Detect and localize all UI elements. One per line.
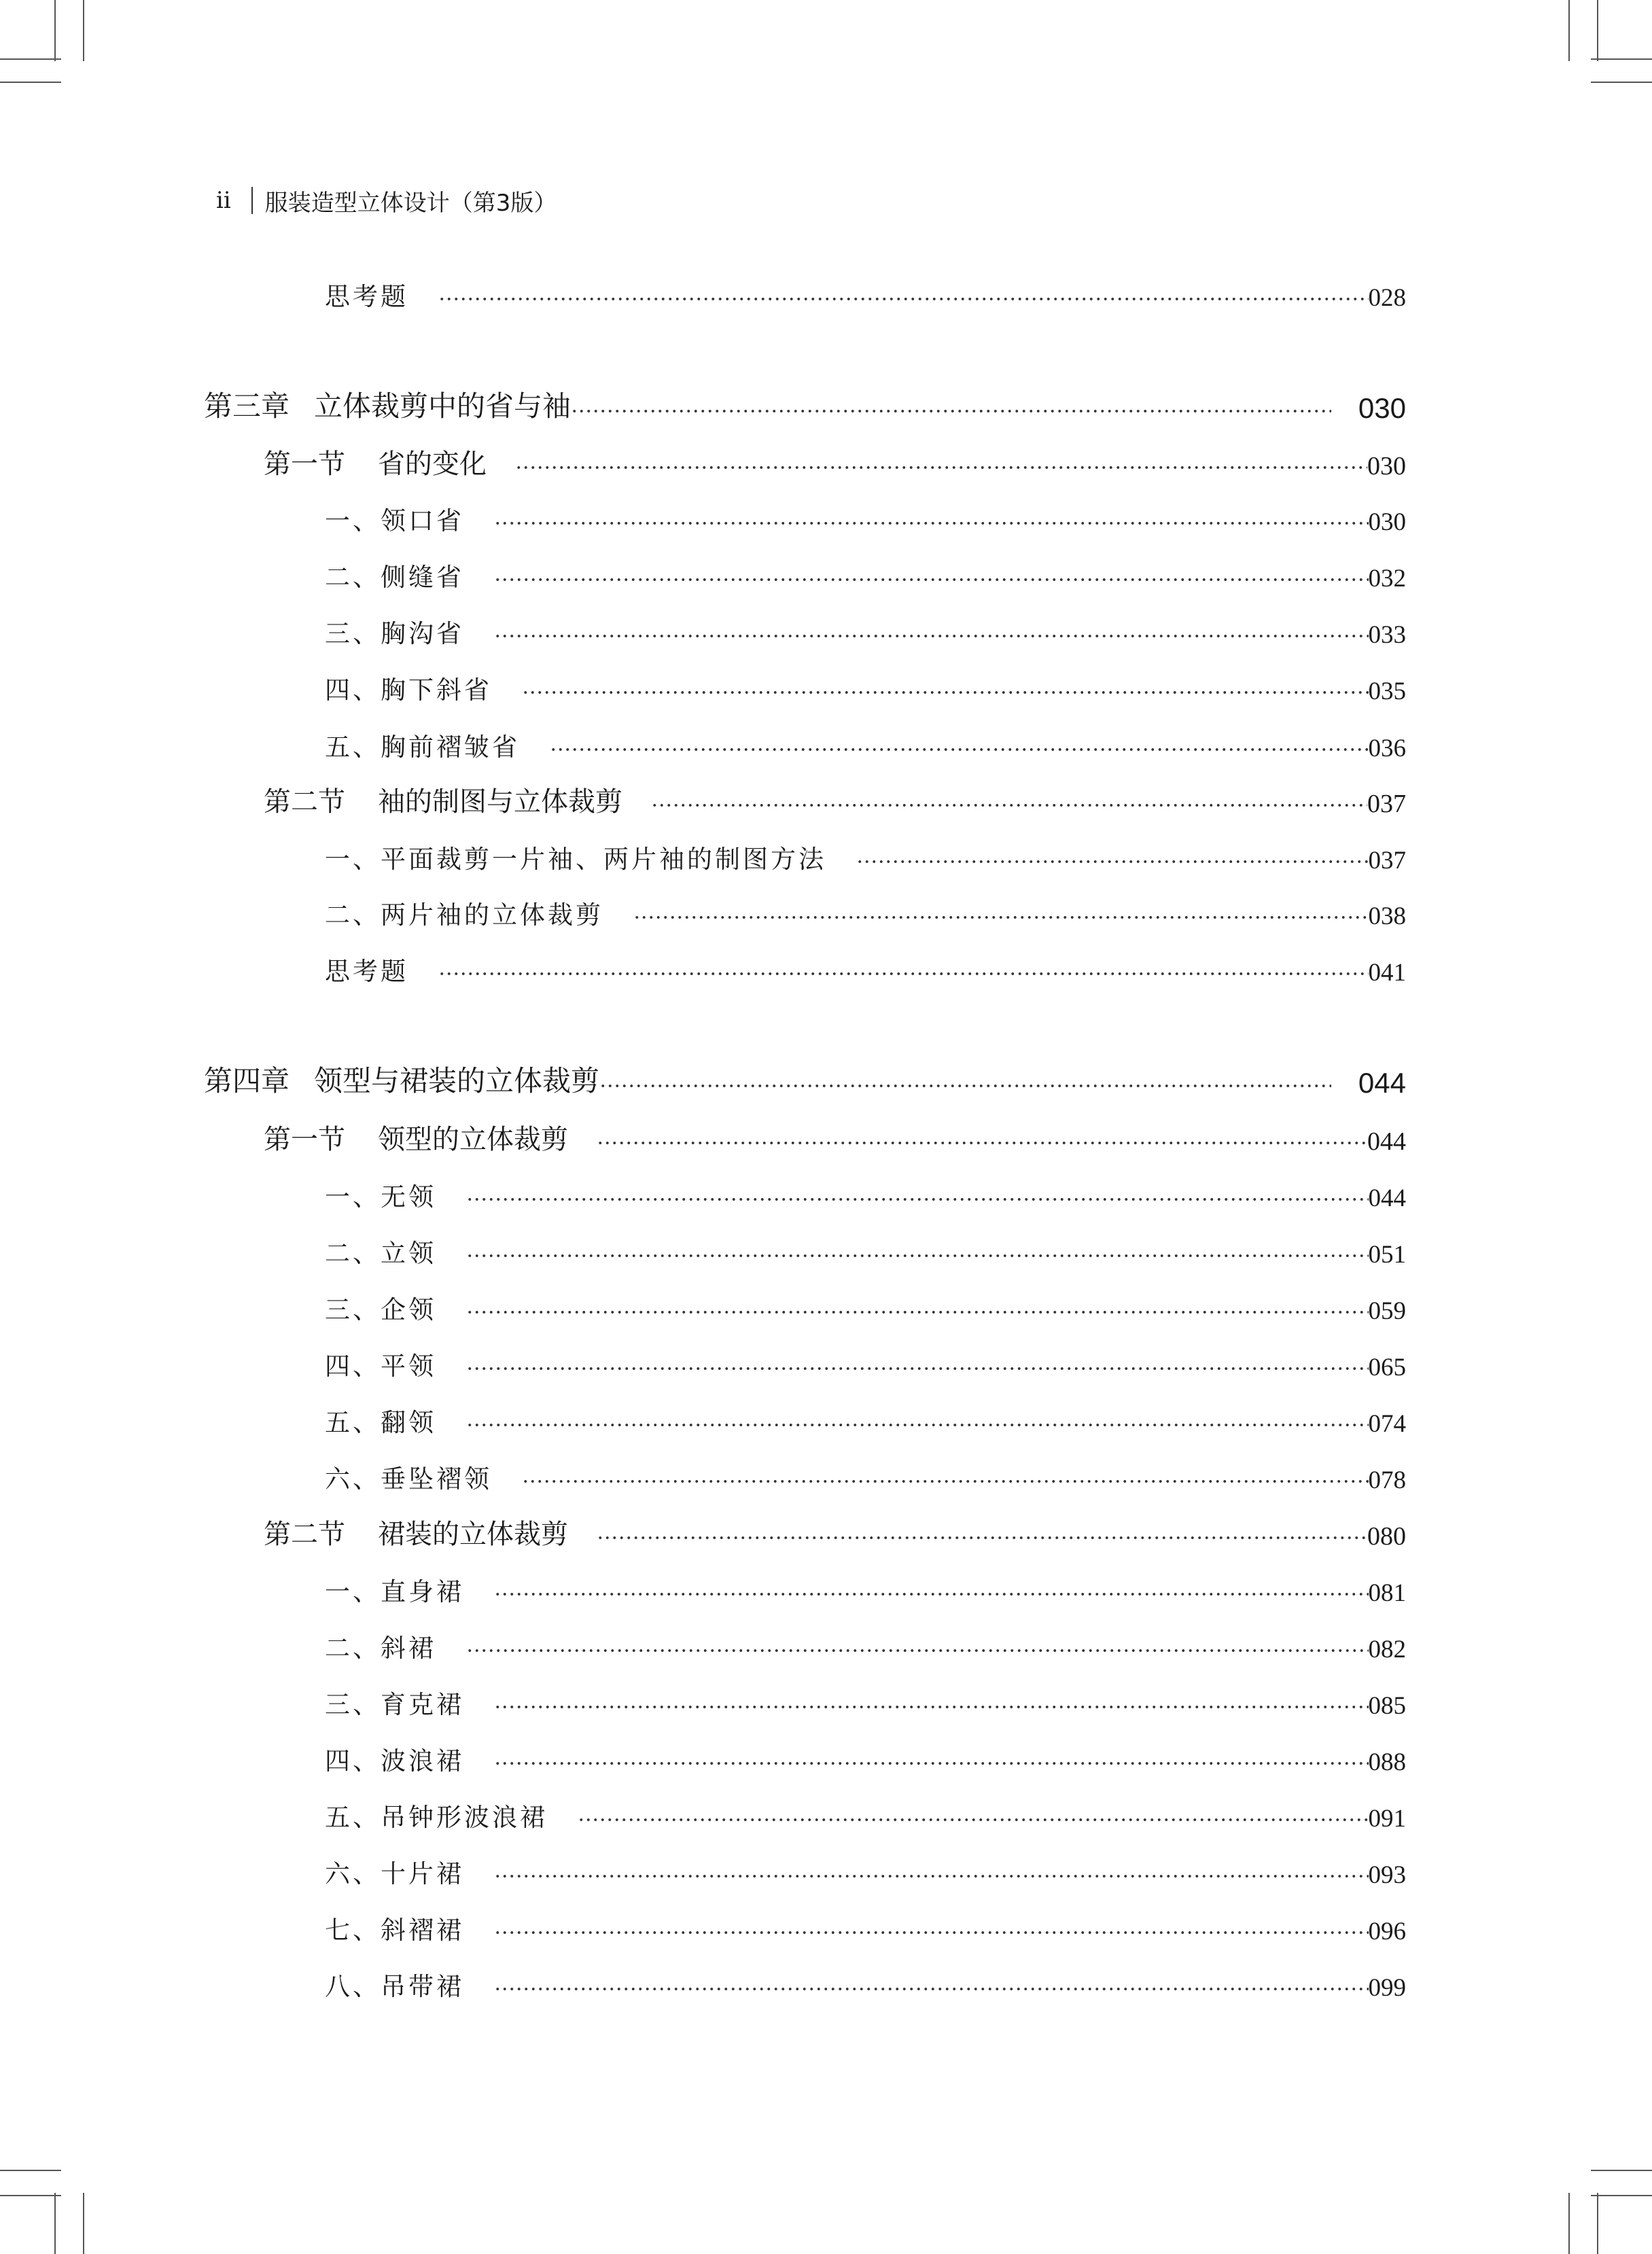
toc-page-number: 041 (1368, 959, 1406, 987)
dot-leader (494, 1759, 1369, 1767)
section-title: 袖的制图与立体裁剪 (378, 786, 622, 817)
toc-entry-title: 八、吊带裙 (325, 1972, 464, 2001)
toc-entry-item[interactable] (325, 1962, 1406, 2003)
toc-page-number: 080 (1367, 1522, 1406, 1551)
toc-entry-item[interactable] (325, 1398, 1406, 1439)
toc-entry-item[interactable] (325, 552, 1406, 593)
toc-page-number: 036 (1368, 735, 1406, 762)
toc-entry-item[interactable] (325, 609, 1406, 650)
toc-page-number: 028 (1368, 284, 1406, 312)
dot-leader (494, 519, 1369, 527)
running-header (216, 180, 557, 221)
dot-leader (494, 1985, 1369, 1993)
toc-entry-title: 二、两片袖的立体裁剪 (325, 900, 603, 930)
crop-mark (54, 0, 56, 61)
toc-page-number: 085 (1368, 1692, 1406, 1720)
toc-entry-item[interactable] (325, 722, 1406, 763)
toc-entry-title: 三、企领 (325, 1295, 436, 1324)
toc-page-number: 091 (1368, 1805, 1406, 1833)
toc-entry-title: 五、翻领 (325, 1408, 436, 1437)
dot-leader (466, 1647, 1369, 1655)
dot-leader (599, 1082, 1331, 1090)
toc-page-number: 037 (1367, 790, 1406, 818)
toc-entry-title: 五、胸前褶皱省 (325, 733, 520, 762)
dot-leader (571, 407, 1331, 415)
toc-entry-title: 二、侧缝省 (325, 563, 464, 592)
crop-mark (83, 0, 84, 61)
toc-page-number: 044 (1368, 1184, 1406, 1212)
dot-leader (597, 1139, 1367, 1147)
toc-entry-title (264, 1118, 568, 1157)
toc-entry-title: 思考题 (325, 957, 408, 986)
toc-entry-item[interactable] (325, 1793, 1406, 1833)
toc-entry-title (204, 1059, 599, 1099)
crop-mark (1597, 2193, 1598, 2254)
toc-entry-item[interactable] (325, 496, 1406, 537)
toc-page-number: 059 (1368, 1297, 1406, 1325)
toc-entry-title (264, 442, 487, 481)
dot-leader (651, 801, 1367, 809)
toc-entry-item[interactable] (325, 665, 1406, 706)
section-number: 第一节 (264, 448, 345, 480)
toc-entry-title: 七、斜褶裙 (325, 1916, 464, 1945)
toc-page-number: 088 (1368, 1748, 1406, 1776)
dot-leader (522, 1477, 1369, 1485)
toc-page-number: 078 (1368, 1466, 1406, 1494)
toc-entry-title: 思考题 (325, 282, 408, 311)
dot-leader (494, 1590, 1369, 1598)
crop-mark (54, 2193, 56, 2254)
chapter-number: 第四章 (204, 1064, 290, 1097)
dot-leader (522, 688, 1369, 697)
dot-leader (550, 745, 1369, 754)
toc-page-number: 037 (1368, 847, 1406, 875)
section-number: 第一节 (264, 1124, 345, 1155)
chapter-title: 领型与裙装的立体裁剪 (314, 1064, 600, 1097)
dot-leader (494, 632, 1369, 640)
book-title: 服装造型立体设计（第3版） (264, 189, 557, 217)
crop-mark (0, 2170, 61, 2171)
dot-leader (494, 1872, 1369, 1880)
toc-entry-title: 二、斜裙 (325, 1634, 436, 1663)
section-title: 裙装的立体裁剪 (378, 1519, 568, 1550)
toc-page-number: 035 (1368, 677, 1406, 705)
toc-entry-item[interactable] (325, 890, 1406, 931)
toc-entry-title (204, 384, 571, 425)
toc-entry-item[interactable] (325, 1567, 1406, 1608)
toc-entry-item[interactable] (325, 1172, 1406, 1213)
toc-entry-item[interactable] (325, 1680, 1406, 1721)
section-number: 第二节 (264, 786, 345, 817)
toc-entry-section[interactable] (264, 440, 1406, 481)
page-number: ii (216, 187, 231, 214)
section-title: 省的变化 (378, 448, 487, 480)
dot-leader (633, 913, 1369, 921)
dot-leader (466, 1195, 1369, 1203)
toc-entry-item[interactable] (325, 1229, 1406, 1269)
crop-mark (1568, 2193, 1570, 2254)
crop-mark (0, 58, 61, 60)
toc-entry-item[interactable] (325, 1849, 1406, 1890)
toc-page-number: 096 (1368, 1918, 1406, 1945)
dot-leader (597, 1534, 1367, 1542)
dot-leader (466, 1252, 1369, 1260)
toc-entry-title: 一、无领 (325, 1182, 436, 1212)
toc-page-number: 065 (1368, 1354, 1406, 1381)
toc-entry-item[interactable] (325, 947, 1406, 987)
toc-entry-section[interactable] (264, 1511, 1406, 1551)
crop-mark (0, 2195, 61, 2196)
crop-mark (1591, 58, 1652, 60)
toc-page-number: 044 (1358, 1067, 1406, 1099)
toc-entry-chapter[interactable] (204, 1059, 1406, 1099)
toc-page-number: 033 (1368, 621, 1406, 649)
dot-leader (494, 1929, 1369, 1937)
dot-leader (494, 576, 1369, 584)
toc-entry-title: 三、胸沟省 (325, 619, 464, 648)
toc-entry-title (264, 1513, 568, 1551)
crop-mark (1597, 0, 1598, 61)
toc-page-number: 074 (1368, 1410, 1406, 1438)
toc-entry-title: 六、十片裙 (325, 1859, 464, 1888)
toc-page-number: 038 (1368, 902, 1406, 930)
dot-leader (494, 1703, 1369, 1711)
toc-page-number: 030 (1367, 452, 1406, 480)
crop-mark (1591, 2195, 1652, 2196)
toc-entry-title: 一、直身裙 (325, 1577, 464, 1606)
crop-mark (83, 2193, 84, 2254)
dot-leader (466, 1308, 1369, 1316)
toc-page-number: 099 (1368, 1974, 1406, 2002)
toc-entry-title: 一、平面裁剪一片袖、两片袖的制图方法 (325, 845, 826, 874)
dot-leader (466, 1364, 1369, 1373)
toc-page-number: 093 (1368, 1861, 1406, 1889)
toc-entry-title: 四、平领 (325, 1352, 436, 1381)
chapter-title: 立体裁剪中的省与袖 (314, 389, 572, 423)
toc-page-number: 032 (1368, 565, 1406, 593)
toc-entry-title: 四、胸下斜省 (325, 675, 492, 705)
section-title: 领型的立体裁剪 (378, 1124, 568, 1155)
toc-entry-title (264, 780, 622, 819)
toc-page-number: 051 (1368, 1241, 1406, 1269)
toc-page-number: 044 (1367, 1127, 1406, 1156)
toc-entry-item[interactable] (325, 1341, 1406, 1382)
toc-entry-title: 一、领口省 (325, 506, 464, 535)
toc-entry-item[interactable] (325, 1736, 1406, 1777)
toc-entry-item[interactable] (325, 1905, 1406, 1946)
dot-leader (438, 295, 1369, 303)
toc-entry-item[interactable] (325, 1623, 1406, 1664)
dot-leader (856, 858, 1369, 866)
dot-leader (466, 1421, 1369, 1429)
toc-entry-title: 二、立领 (325, 1239, 436, 1268)
crop-mark (1568, 0, 1570, 61)
crop-mark (0, 82, 61, 83)
toc-page-number: 030 (1368, 508, 1406, 536)
toc-entry-section[interactable] (264, 1116, 1406, 1157)
header-divider (251, 187, 253, 214)
dot-leader (438, 970, 1369, 978)
toc-page-number: 082 (1368, 1636, 1406, 1663)
toc-entry-item[interactable] (325, 272, 1406, 313)
toc-entry-item[interactable] (325, 1285, 1406, 1326)
toc-entry-section[interactable] (264, 778, 1406, 819)
toc-entry-item[interactable] (325, 1454, 1406, 1495)
toc-entry-title: 四、波浪裙 (325, 1746, 464, 1776)
section-number: 第二节 (264, 1519, 345, 1550)
dot-leader (515, 463, 1367, 472)
toc-entry-item[interactable] (325, 834, 1406, 875)
chapter-number: 第三章 (204, 389, 290, 423)
toc-entry-title: 五、吊钟形波浪裙 (325, 1803, 548, 1832)
dot-leader (578, 1816, 1369, 1824)
toc-entry-title: 三、育克裙 (325, 1690, 464, 1719)
toc-page-number: 081 (1368, 1579, 1406, 1607)
crop-mark (1591, 2170, 1652, 2171)
crop-mark (1591, 82, 1652, 83)
toc-page-number: 030 (1358, 392, 1406, 424)
toc-entry-chapter[interactable] (204, 384, 1406, 425)
toc-entry-title: 六、垂坠褶领 (325, 1464, 492, 1494)
